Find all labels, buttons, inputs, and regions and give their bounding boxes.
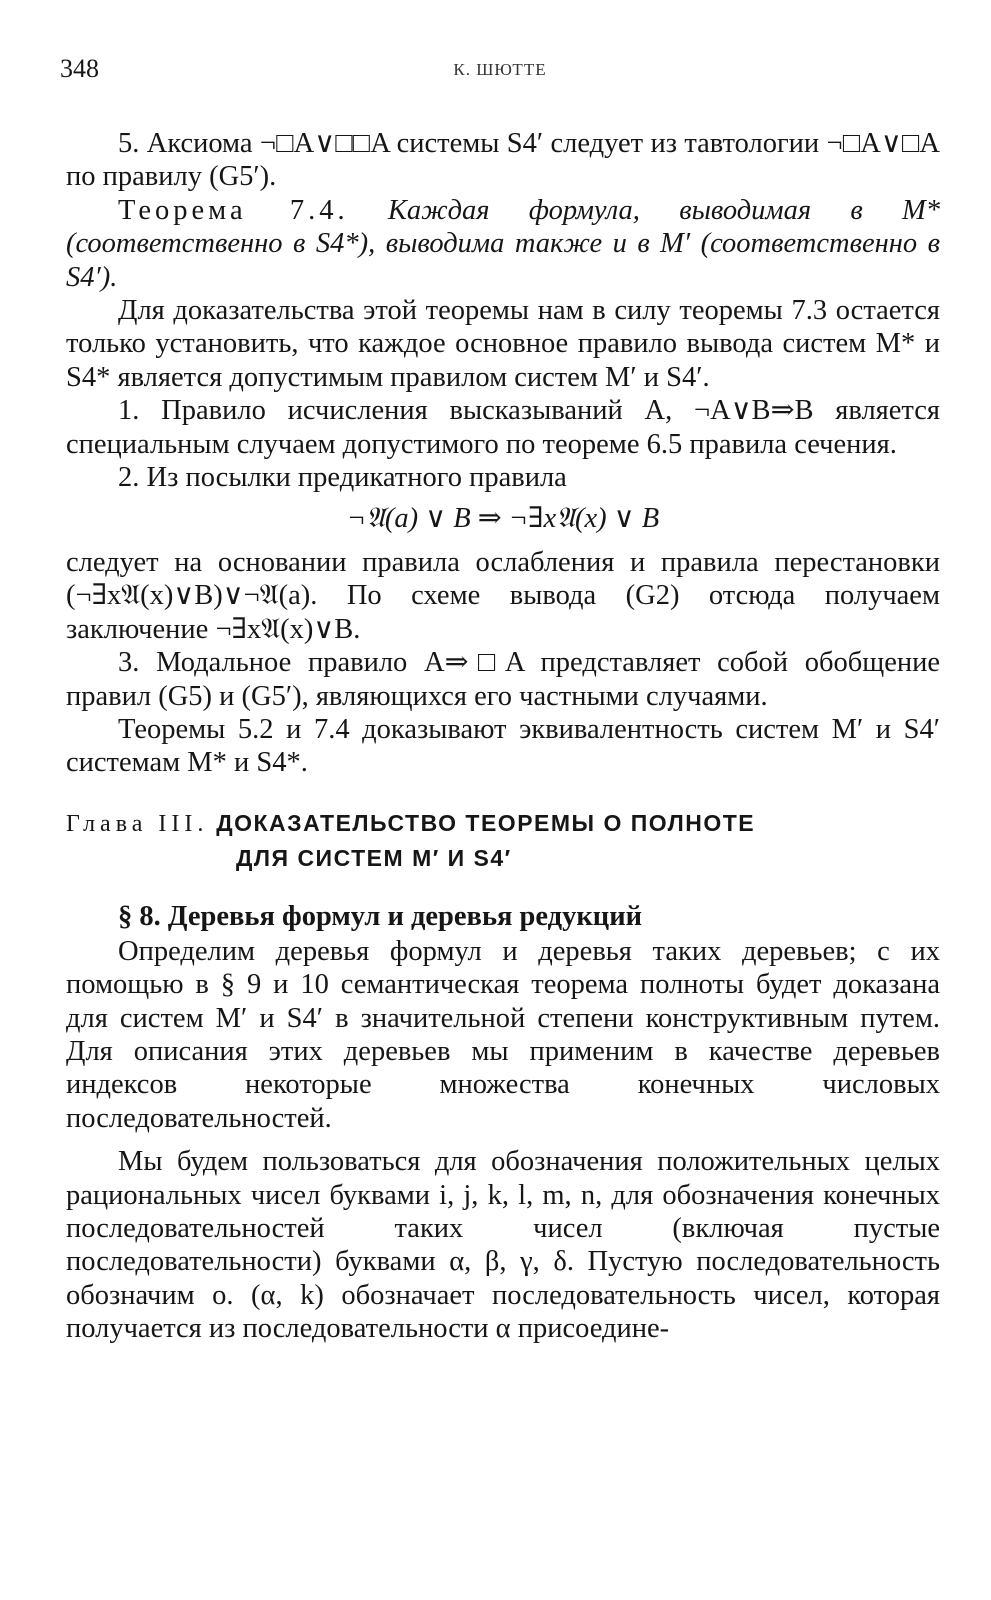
section-paragraph-2: Мы будем пользоваться для обозначения положительных целых рациональных чисел буквами i, j, k, l, m, n, для обозначения конечных последовательностей таких чисел (включая пустые последовательности) буквами α, β, γ, δ. Пустую последовательность обозначим o. (α, k) обозначает последовательность чисел, которая получается из последовательности α присоедине- [66, 1146, 940, 1345]
axiom-5-paragraph: 5. Аксиома ¬□A∨□□A системы S4′ следует из тавтологии ¬□A∨□A по правилу (G5′). [66, 128, 940, 193]
predicate-rule-formula: ¬𝔄(a) ∨ B ⇒ ¬∃x𝔄(x) ∨ B [346, 503, 660, 535]
rule-1-paragraph: 1. Правило исчисления высказываний A, ¬A∨B⇒B является специальным случаем допустимого по теореме 6.5 правила сечения. [66, 395, 940, 460]
rule-3-paragraph: 3. Модальное правило A⇒□A представляет собой обобщение правил (G5) и (G5′), являющихся его частными случаями. [66, 647, 940, 712]
section-heading: § 8. Деревья формул и деревья редукций [118, 900, 643, 932]
chapter-heading-line-1 [66, 806, 940, 841]
chapter-title-line-1: ДОКАЗАТЕЛЬСТВО ТЕОРЕМЫ О ПОЛНОТЕ [216, 809, 756, 836]
page-header [60, 54, 940, 94]
page-content [66, 127, 940, 1346]
theorem-7-4-paragraph [66, 194, 940, 294]
theorem-statement: Каждая формула, выводимая в M* (соответственно в S4*), выводима также и в M′ (соответственно в S4′). [66, 194, 940, 293]
chapter-number: Глава III. [66, 810, 209, 837]
theorem-label: Теорема 7.4. [118, 194, 349, 226]
chapter-title-line-2: ДЛЯ СИСТЕМ M′ И S4′ [236, 844, 512, 871]
paragraph-spacer [66, 1135, 940, 1145]
rule-2-paragraph: 2. Из посылки предикатного правила [118, 462, 567, 494]
running-head: К. ШЮТТЕ [453, 60, 547, 79]
rule-2-continuation-paragraph: следует на основании правила ослабления и правила перестановки (¬∃x𝔄(x)∨B)∨¬𝔄(a). По схеме вывода (G2) отсюда получаем заключение ¬∃x𝔄(x)∨B. [66, 546, 940, 645]
section-paragraph-1: Определим деревья формул и деревья таких деревьев; с их помощью в § 9 и 10 семантическая теорема полноты будет доказана для систем M′ и S4′ в значительной степени конструктивным путем. Для описания этих деревьев мы применим в качестве деревьев индексов некоторые множества конечных числовых последовательностей. [66, 935, 940, 1134]
chapter-heading [66, 806, 940, 875]
page-number: 348 [60, 54, 99, 83]
conclusion-paragraph: Теоремы 5.2 и 7.4 доказывают эквивалентность систем M′ и S4′ системам M* и S4*. [66, 713, 940, 779]
proof-intro-paragraph: Для доказательства этой теоремы нам в силу теоремы 7.3 остается только установить, что каждое основное правило вывода систем M* и S4* является допустимым правилом систем M′ и S4′. [66, 295, 940, 393]
